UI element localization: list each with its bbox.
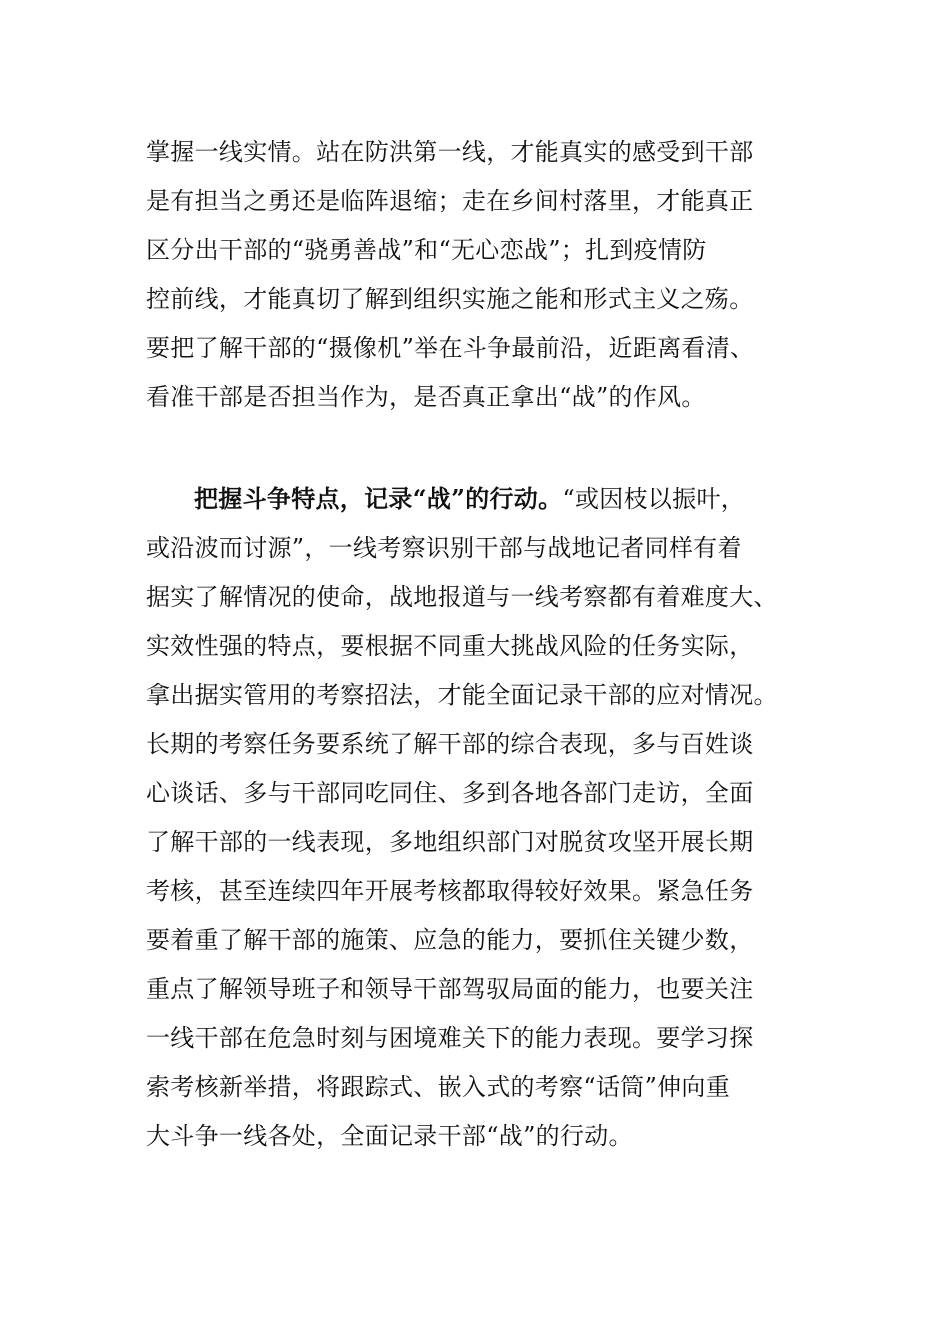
paragraph-line: 区分出干部的“骁勇善战”和“无心恋战”；扎到疫情防	[146, 236, 707, 264]
paragraph-line: 心谈话、多与干部同吃同住、多到各地各部门走访，全面	[146, 779, 754, 807]
section-heading: 把握斗争特点，记录“战”的行动。	[194, 484, 563, 513]
paragraph-line: 控前线，才能真切了解到组织实施之能和形式主义之殇。	[146, 285, 754, 313]
paragraph-line: 重点了解领导班子和领导干部驾驭局面的能力，也要关注	[146, 975, 754, 1003]
paragraph-line: 看准干部是否担当作为，是否真正拿出“战”的作风。	[146, 383, 706, 411]
paragraph-line: 据实了解情况的使命，战地报道与一线考察都有着难度大、	[146, 583, 778, 611]
paragraph-line: 或沿波而讨源”，一线考察识别干部与战地记者同样有着	[146, 534, 742, 562]
paragraph-line: 要把了解干部的“摄像机”举在斗争最前沿，近距离看清、	[146, 334, 755, 362]
paragraph-line: 了解干部的一线表现，多地组织部门对脱贫攻坚开展长期	[146, 828, 754, 856]
paragraph-text: “或因枝以振叶，	[562, 485, 746, 513]
paragraph-line: 考核，甚至连续四年开展考核都取得较好效果。紧急任务	[146, 877, 754, 905]
paragraph-line: 长期的考察任务要系统了解干部的综合表现，多与百姓谈	[146, 730, 754, 758]
paragraph-line: 是有担当之勇还是临阵退缩；走在乡间村落里，才能真正	[146, 187, 754, 215]
paragraph-line: 一线干部在危急时刻与困境难关下的能力表现。要学习探	[146, 1024, 754, 1052]
paragraph-first-line	[194, 484, 745, 514]
paragraph-line: 拿出据实管用的考察招法，才能全面记录干部的应对情况。	[146, 681, 778, 709]
paragraph-line: 实效性强的特点，要根据不同重大挑战风险的任务实际，	[146, 632, 754, 660]
paragraph-line: 掌握一线实情。站在防洪第一线，才能真实的感受到干部	[146, 138, 754, 166]
paragraph-line: 大斗争一线各处，全面记录干部“战”的行动。	[146, 1122, 633, 1150]
paragraph-line: 要着重了解干部的施策、应急的能力，要抓住关键少数，	[146, 926, 754, 954]
paragraph-line: 索考核新举措，将跟踪式、嵌入式的考察“话筒”伸向重	[146, 1073, 731, 1101]
